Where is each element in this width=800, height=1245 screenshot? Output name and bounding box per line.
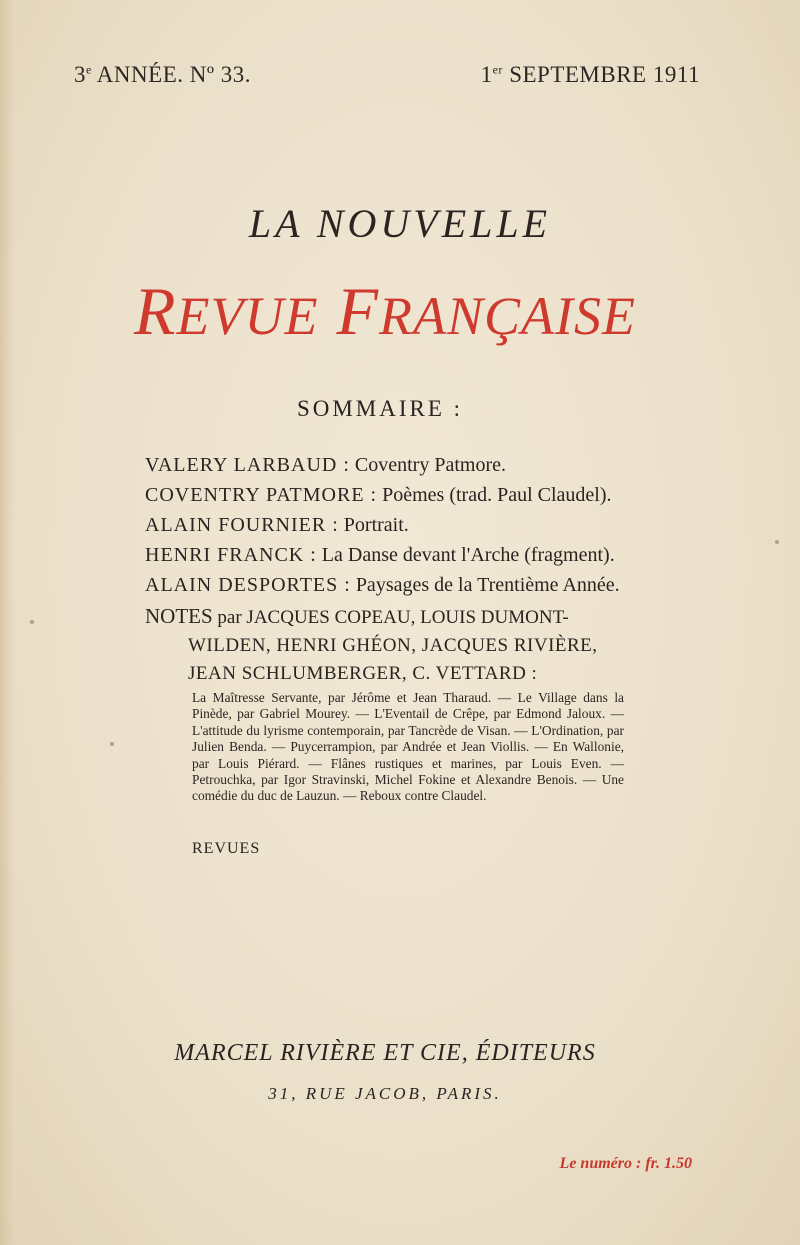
toc-entry: ALAIN FOURNIER : Portrait.	[145, 514, 409, 536]
issue-header	[74, 62, 700, 88]
issue-number: 3e ANNÉE. Nº 33.	[74, 62, 251, 87]
toc-entry: ALAIN DESPORTES : Paysages de la Trentième Année.	[145, 574, 620, 596]
toc-entry: COVENTRY PATMORE : Poèmes (trad. Paul Claudel).	[145, 484, 612, 506]
paper-speck	[775, 540, 779, 544]
paper-speck	[110, 742, 114, 746]
notes-contributors-3: JEAN SCHLUMBERGER, C. VETTARD :	[188, 663, 538, 684]
title-revue-francaise: REVUE FRANÇAISE	[133, 273, 636, 349]
paper-speck	[30, 620, 34, 624]
notes-contributors-1: par JACQUES COPEAU, LOUIS DUMONT-	[212, 607, 569, 628]
table-of-contents	[145, 450, 665, 600]
sommaire-heading: SOMMAIRE :	[296, 396, 464, 421]
issue-price: Le numéro : fr. 1.50	[559, 1155, 692, 1172]
notes-contributors-2: WILDEN, HENRI GHÉON, JACQUES RIVIÈRE,	[188, 635, 598, 656]
publisher-address: 31, RUE JACOB, PARIS.	[268, 1084, 502, 1103]
notes-section	[145, 602, 665, 688]
notes-label: NOTES	[145, 604, 213, 628]
toc-entry: HENRI FRANCK : La Danse devant l'Arche (fragment).	[145, 544, 615, 566]
publisher-name: MARCEL RIVIÈRE ET CIE, ÉDITEURS	[174, 1040, 596, 1066]
issue-date: 1er SEPTEMBRE 1911	[480, 62, 700, 87]
revues-label: REVUES	[192, 840, 261, 857]
title-la-nouvelle: LA NOUVELLE	[248, 201, 552, 246]
notes-contents: La Maîtresse Servante, par Jérôme et Jean Tharaud. — Le Village dans la Pinède, par Gabriel Mourey. — L'Eventail de Crêpe, par Edmond Jaloux. — L'attitude du lyrisme contemporain, par Tancrède de Visan. — L'Ordination, par Julien Benda. — Puycerrampion, par Andrée et Jean Viollis. — En Wallonie, par Louis Piérard. — Flânes rustiques et marines, par Louis Even. — Petrouchka, par Igor Stravinski, Michel Fokine et Alexandre Benois. — Une comédie du duc de Lauzun. — Reboux contre Claudel.	[192, 690, 624, 804]
toc-entry: VALERY LARBAUD : Coventry Patmore.	[145, 454, 506, 476]
